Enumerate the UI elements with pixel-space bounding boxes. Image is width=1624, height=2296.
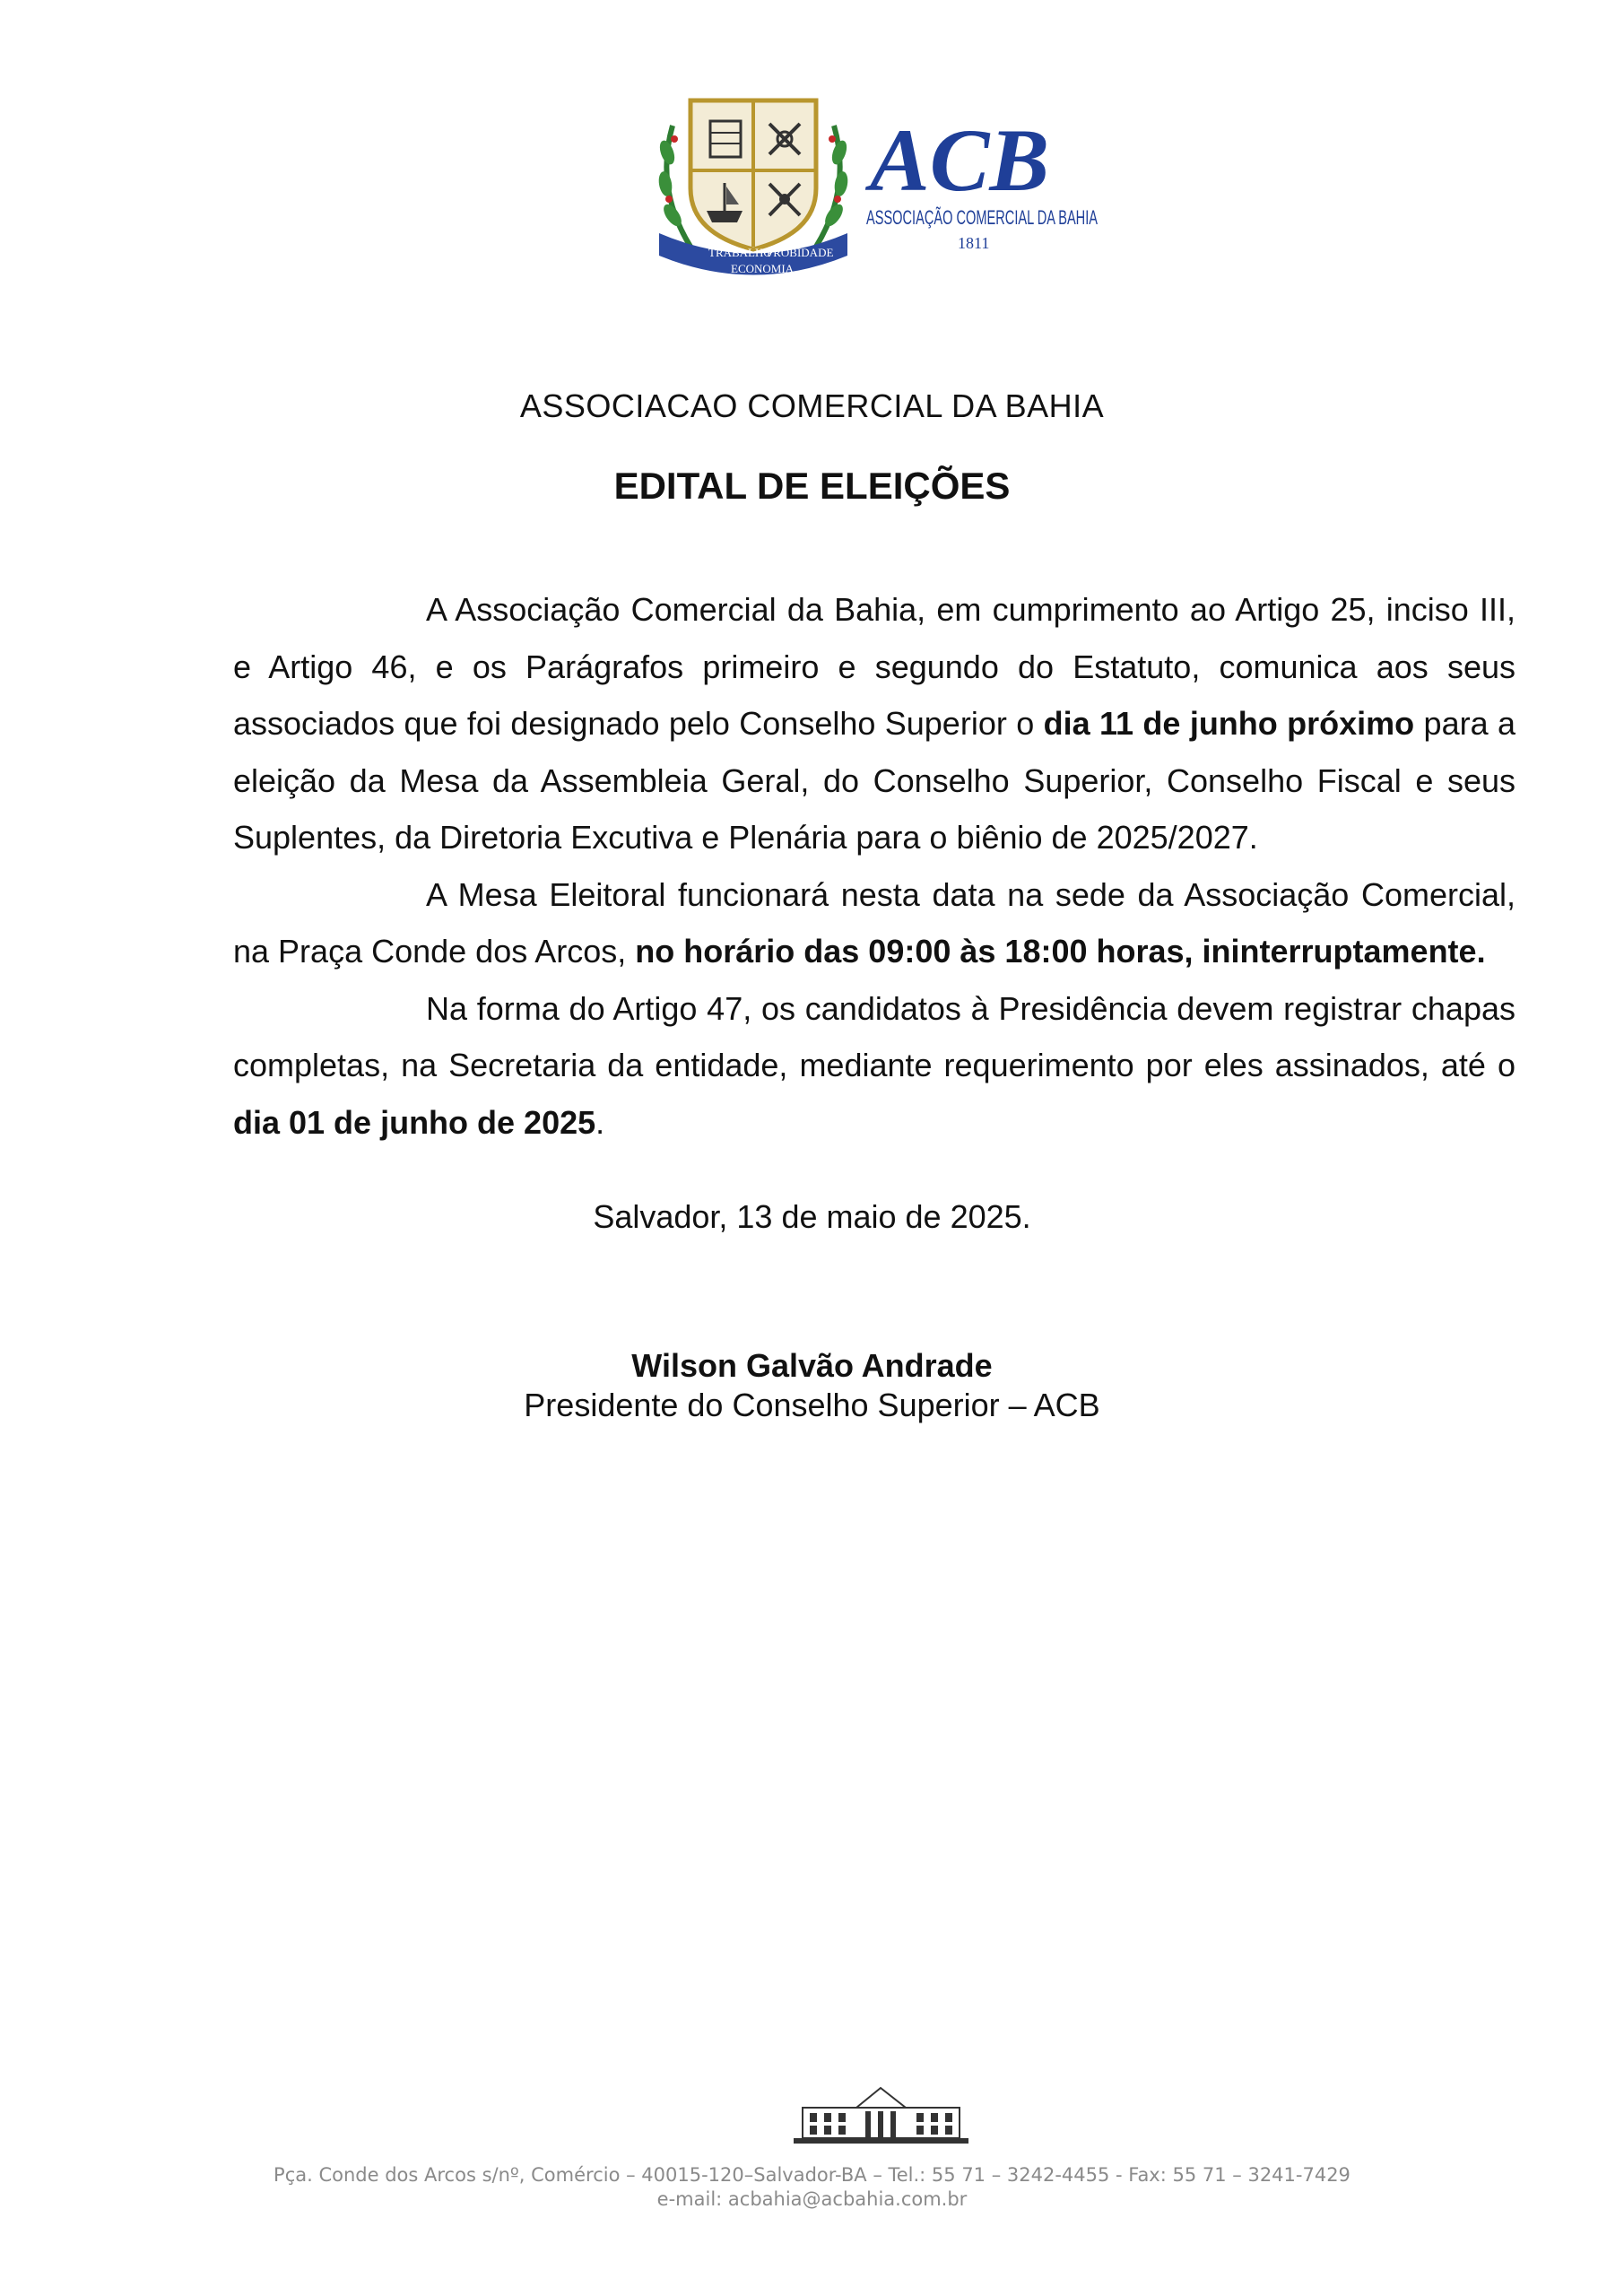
paragraph-2 <box>233 866 1515 980</box>
footer-address: Pça. Conde dos Arcos s/nº, Comércio – 40015-120–Salvador-BA – Tel.: 55 71 – 3242-4455 - Fax: 55 71 – 3241-7429 <box>274 2164 1350 2186</box>
paragraph-3-bold: dia 01 de junho de 2025 <box>233 1103 596 1141</box>
header-logo <box>655 90 1103 283</box>
building-icon <box>794 2081 968 2145</box>
document-body <box>233 581 1515 1151</box>
paragraph-1-text-a: A Associação Comercial da Bahia, em cumprimento ao Artigo 25, inciso III, e Artigo 46, e os Parágrafos primeiro e segundo do Estatuto, comunica aos seus associados que foi designado pelo Conselho Superior o <box>233 591 1515 742</box>
paragraph-1 <box>233 581 1515 866</box>
date-line: Salvador, 13 de maio de 2025. <box>593 1198 1031 1235</box>
paragraph-2-text-a: A Mesa Eleitoral funcionará nesta data na sede da Associação Comercial, na Praça Conde dos Arcos, <box>233 875 1515 970</box>
acb-founding-year: 1811 <box>958 234 990 252</box>
ribbon-word-2: PROBIDADE <box>767 246 834 259</box>
acb-crest-icon <box>655 90 1103 283</box>
paragraph-1-bold: dia 11 de junho próximo <box>1043 705 1415 742</box>
signer-name: Wilson Galvão Andrade <box>631 1347 993 1384</box>
paragraph-3-text-a: Na forma do Artigo 47, os candidatos à Presidência devem registrar chapas completas, na Secretaria da entidade, mediante requerimento por eles assinados, até o <box>233 989 1515 1083</box>
acb-full-name: ASSOCIAÇÃO COMERCIAL DA BAHIA <box>866 206 1099 229</box>
acb-wordmark: ACB <box>870 110 1050 210</box>
paragraph-3-text-b: . <box>595 1103 605 1141</box>
paragraph-1-text-b: para a eleição da Mesa da Assembleia Geral, do Conselho Superior, Conselho Fiscal e seus Suplentes, da Diretoria Excutiva e Plenária para o biênio de 2025/2027. <box>233 705 1515 856</box>
organization-name: ASSOCIACAO COMERCIAL DA BAHIA <box>519 387 1105 424</box>
paragraph-3 <box>233 980 1515 1152</box>
footer-email[interactable]: e-mail: acbahia@acbahia.com.br <box>656 2188 968 2210</box>
ribbon-word-1: TRABALHO <box>708 246 772 259</box>
paragraph-2-bold: no horário das 09:00 às 18:00 horas, ininterruptamente. <box>635 933 1486 970</box>
signer-role: Presidente do Conselho Superior – ACB <box>524 1387 1100 1423</box>
document-title: EDITAL DE ELEIÇÕES <box>613 465 1011 507</box>
ribbon-word-3: ECONOMIA <box>731 262 795 275</box>
